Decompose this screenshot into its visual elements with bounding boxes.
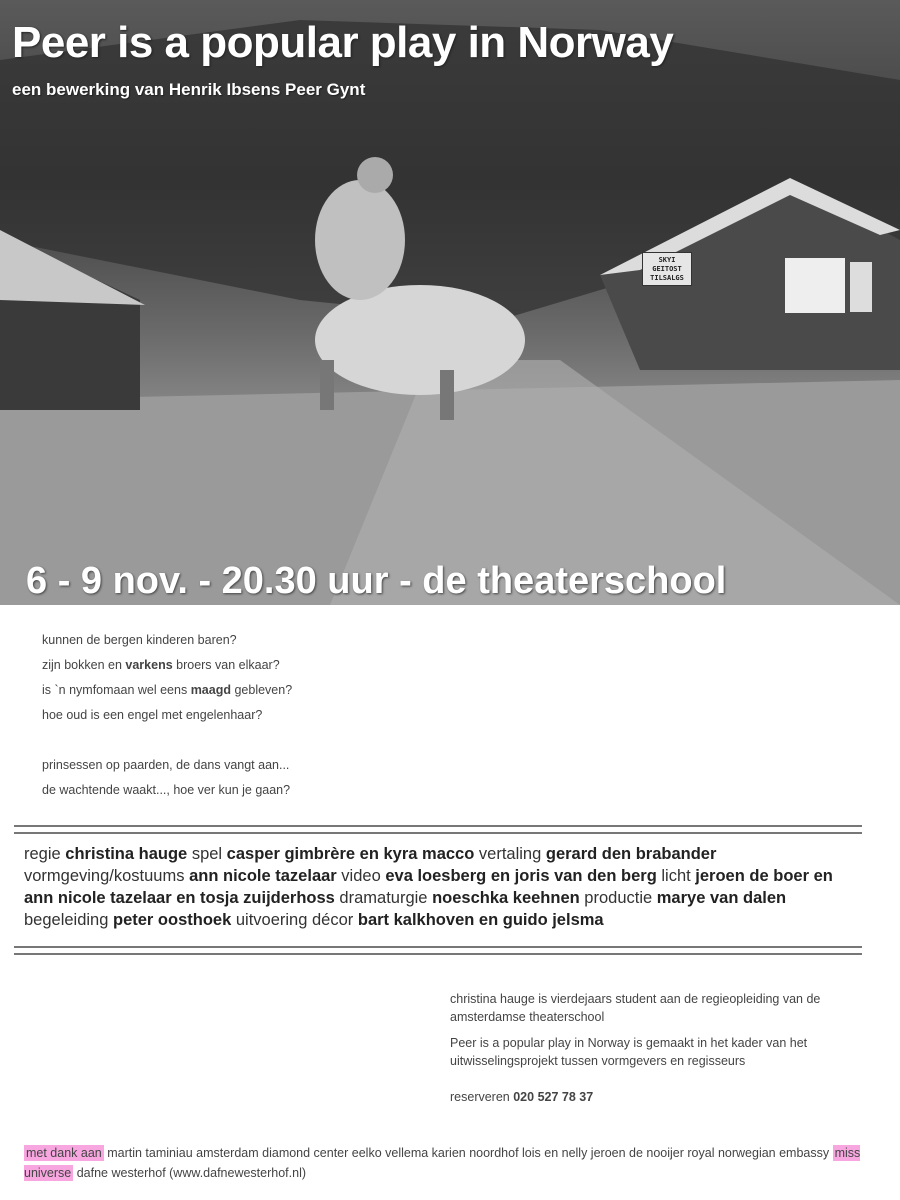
project-info: Peer is a popular play in Norway is gemaakt in het kader van het uitwisselingsprojekt tussen vormgevers en regisseurs — [450, 1036, 808, 1068]
divider-top — [14, 825, 862, 834]
credit-role: begeleiding — [24, 911, 113, 929]
poem-line — [42, 678, 292, 703]
credit-role: prinsessen op paarden, de dans vangt aan... — [42, 758, 290, 772]
credit-role: dramaturgie — [334, 889, 433, 907]
credit-name: peter oosthoek — [113, 911, 232, 929]
credit-role: kunnen de bergen kinderen baren? — [42, 633, 237, 647]
poem — [42, 628, 292, 803]
hut-sign — [642, 252, 692, 286]
poster-title: Peer is a popular play in Norway — [12, 18, 674, 67]
sign-line: GEITOST — [652, 264, 682, 273]
credit-name: casper gimbrère en kyra macco — [226, 845, 475, 863]
credits — [24, 843, 864, 931]
credit-name: bart kalkhoven en guido jelsma — [357, 911, 604, 929]
reserve-label: reserveren — [450, 1090, 514, 1104]
credit-role: vormgeving/kostuums — [24, 867, 190, 885]
credit-role: hoe oud is een engel met engelenhaar? — [42, 708, 263, 722]
credit-role: gebleven? — [230, 683, 293, 697]
thanks-text-2: dafne westerhof (www.dafnewesterhof.nl) — [73, 1166, 307, 1180]
credit-name: jeroen de boer en ann nicole tazelaar en tosja zuijderhoss — [24, 867, 833, 907]
sign-line: TILSALGS — [650, 273, 684, 282]
credit-role: licht — [656, 867, 696, 885]
poem-line — [42, 778, 292, 803]
credit-name: varkens — [125, 658, 173, 672]
credit-name: gerard den brabander — [545, 845, 717, 863]
credit-role: productie — [579, 889, 657, 907]
credit-name: noeschka keehnen — [432, 889, 580, 907]
credit-role: zijn bokken en — [42, 658, 126, 672]
credit-role: spel — [187, 845, 227, 863]
credit-name: christina hauge — [65, 845, 188, 863]
phone-number: 020 527 78 37 — [513, 1090, 594, 1104]
credit-role: video — [336, 867, 386, 885]
divider-bottom — [14, 946, 862, 955]
poem-line — [42, 628, 292, 653]
credit-role: de wachtende waakt..., hoe ver kun je gaan? — [42, 783, 291, 797]
performance-date: 6 - 9 nov. - 20.30 uur - de theaterschool — [26, 560, 727, 602]
credit-name: maagd — [190, 683, 231, 697]
director-info: christina hauge is vierdejaars student aan de regieopleiding van de amsterdamse theaterschool — [450, 992, 821, 1024]
poem-line — [42, 703, 292, 728]
reservation — [450, 1088, 850, 1106]
miss-universe-highlight: miss universe — [24, 1146, 861, 1180]
thanks-label: met dank aan — [26, 1146, 102, 1160]
credit-name: eva loesberg en joris van den berg — [385, 867, 657, 885]
credit-role: broers van elkaar? — [172, 658, 280, 672]
poem-line — [42, 653, 292, 678]
sign-line: SKYI — [658, 255, 676, 264]
info-block — [450, 990, 850, 1114]
credit-name: ann nicole tazelaar — [189, 867, 337, 885]
credit-role: is `n nymfomaan wel eens — [42, 683, 191, 697]
credit-role: regie — [24, 845, 66, 863]
acknowledgements — [24, 1143, 884, 1183]
thanks-text: martin taminiau amsterdam diamond center eelko vellema karien noordhof lois en nelly jeroen de nooijer royal norwegian embassy — [103, 1146, 833, 1160]
stanza-gap — [42, 728, 292, 753]
poster-subtitle: een bewerking van Henrik Ibsens Peer Gynt — [12, 80, 366, 99]
credit-name: marye van dalen — [656, 889, 787, 907]
credit-role: uitvoering décor — [231, 911, 358, 929]
credit-role: vertaling — [474, 845, 546, 863]
poem-line — [42, 753, 292, 778]
